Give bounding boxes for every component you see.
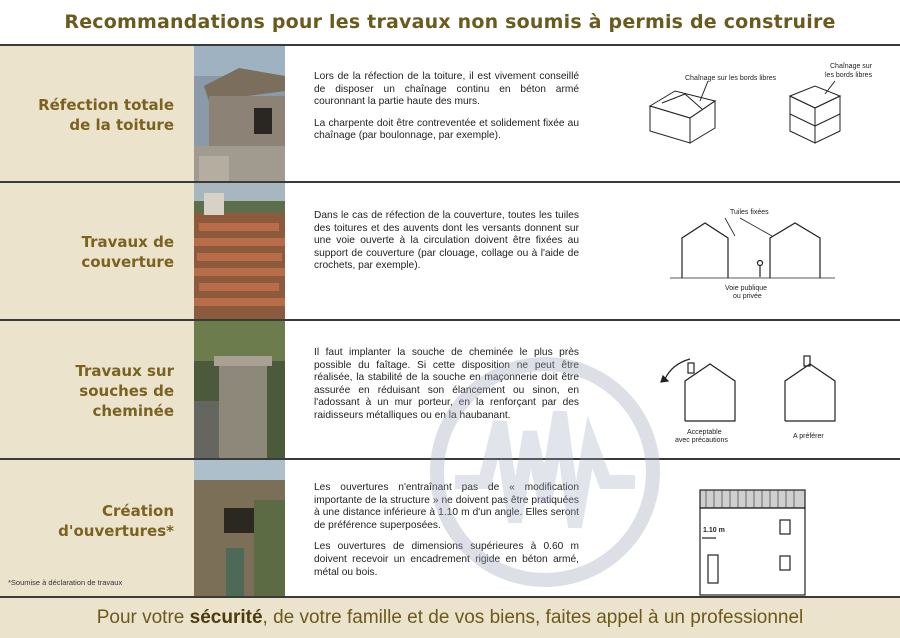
diagram-label: Acceptable xyxy=(687,429,722,436)
section-heading-panel xyxy=(0,46,194,183)
paragraph: Lors de la réfection de la toiture, il est vivement conseillé de disposer un chaînage continu en béton armé couronnant la partie haute des murs. xyxy=(314,71,579,108)
section-heading: Réfection totale de la toiture xyxy=(38,95,174,134)
page-title: Recommandations pour les travaux non soumis à permis de construire xyxy=(64,11,836,33)
diagram-label: Tuiles fixées xyxy=(730,209,769,216)
chimney-photo xyxy=(194,321,285,460)
section-roof-renovation xyxy=(0,44,900,183)
section-heading-panel xyxy=(0,460,194,598)
section-text xyxy=(314,71,579,152)
section-heading-panel xyxy=(0,183,194,321)
roof-chaining-diagram xyxy=(630,46,880,183)
paragraph: La charpente doit être contreventée et solidement fixée au chaînage (par boulonnage, par exemple). xyxy=(314,117,579,142)
paragraph: Les ouvertures de dimensions supérieures à 0.60 m doivent recevoir un encadrement rigide en béton armé, métal ou bois. xyxy=(314,541,579,578)
paragraph: Il faut implanter la souche de cheminée le plus près possible du faîtage. Si cette disposition ne peut être réalisée, la stabilité de la souche en maçonnerie doit être assurée en réduisant son élancement ou sinon, en l'adossant à un mur porteur, en la renforçant par des raidisseurs métalliques ou en la haubanant. xyxy=(314,347,579,421)
section-openings xyxy=(0,458,900,598)
section-heading-panel xyxy=(0,321,194,460)
diagram-label: ou privée xyxy=(733,293,762,300)
title-bar xyxy=(0,0,900,44)
chimney-diagram xyxy=(630,321,880,460)
paragraph: Dans le cas de réfection de la couverture, toutes les tuiles des toitures et des auvents dont les versants donnent sur une voie ouverte à la circulation doivent être fixées au support de couverture (par clouage, collage ou à l'aide de crochets, par exemple). xyxy=(314,210,579,272)
section-heading: Travaux sur souches de cheminée xyxy=(75,361,174,420)
paragraph: Les ouvertures n'entraînant pas de « modification importante de la structure » ne doivent pas être pratiquées à une distance inférieure à 1.10 m d'un angle. Elles seront de préférence superposées. xyxy=(314,482,579,531)
diagram-label: avec précautions xyxy=(675,437,728,444)
diagram-label: A préférer xyxy=(793,433,824,440)
tiles-photo xyxy=(194,183,285,321)
diagram-label: Chaînage sur xyxy=(830,63,873,70)
section-text xyxy=(314,347,579,432)
section-heading: Travaux de couverture xyxy=(81,233,174,271)
fixed-tiles-diagram xyxy=(630,183,880,321)
footer-banner xyxy=(0,596,900,638)
footer-emphasis: sécurité xyxy=(189,607,263,628)
section-text xyxy=(314,210,579,282)
diagram-label: Chaînage sur les bords libres xyxy=(685,75,777,82)
section-roof-covering xyxy=(0,181,900,321)
diagram-label: Voie publique xyxy=(725,285,768,292)
footer-text-start: Pour votre xyxy=(96,607,190,628)
diagram-label: les bords libres xyxy=(825,72,873,79)
opening-photo xyxy=(194,460,285,598)
footer-text-end: , de votre famille et de vos biens, faites appel à un professionnel xyxy=(262,607,804,628)
section-chimney xyxy=(0,319,900,460)
openings-diagram xyxy=(630,460,880,598)
roof-photo xyxy=(194,46,285,183)
section-heading: Création d'ouvertures* xyxy=(58,502,174,540)
footnote: *Soumise à déclaration de travaux xyxy=(8,578,123,587)
section-text xyxy=(314,482,579,588)
diagram-label: 1.10 m xyxy=(703,527,725,534)
